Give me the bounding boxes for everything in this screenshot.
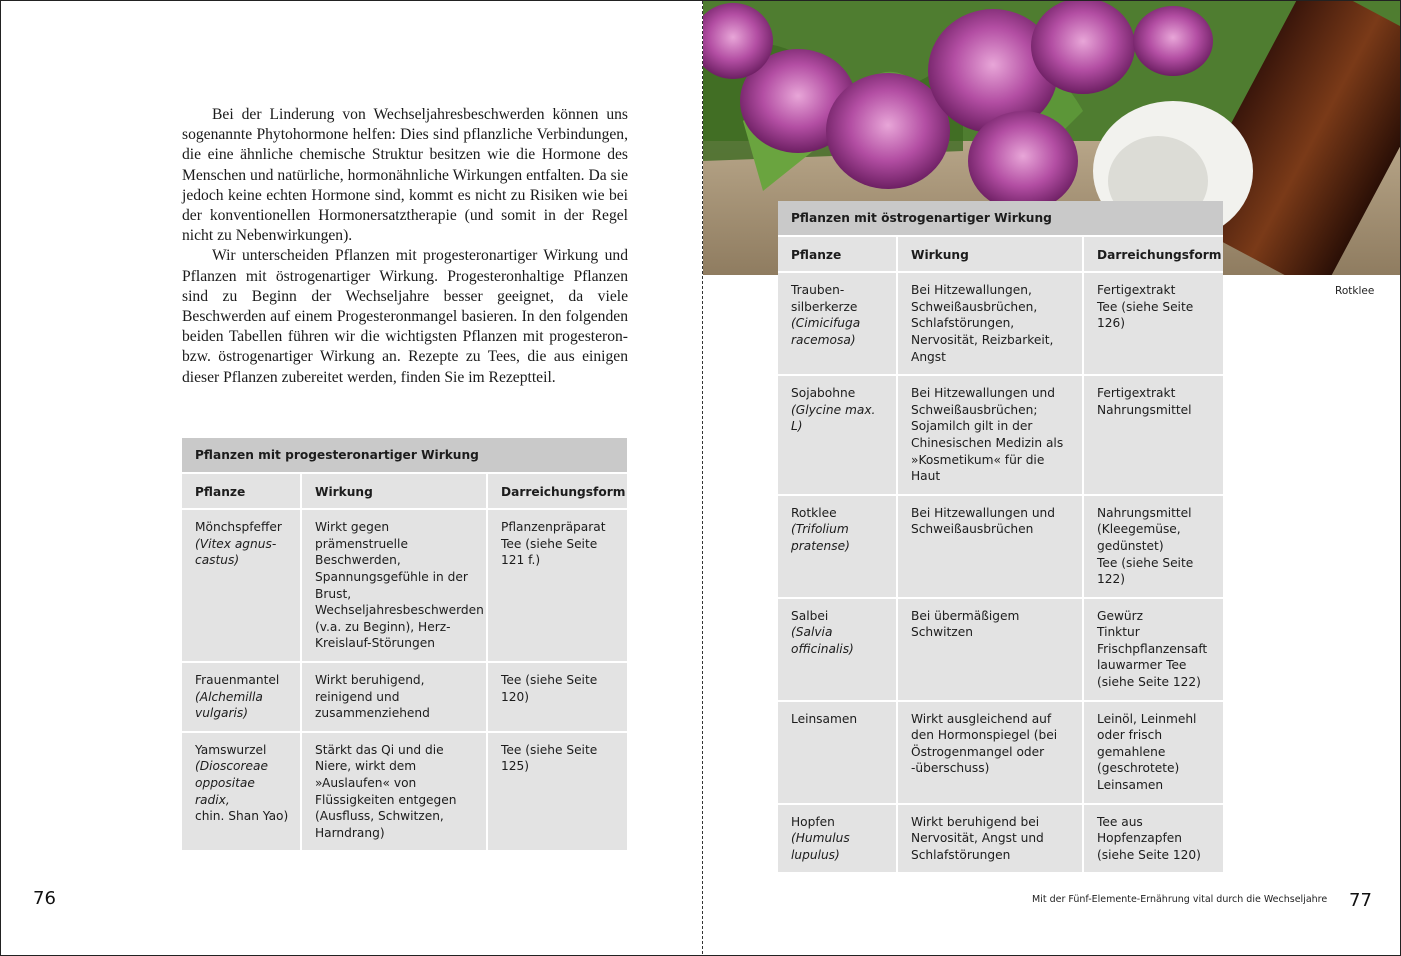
form-cell: Fertigextrakt Tee (siehe Seite 126) [1083, 272, 1223, 375]
plant-cell: Hopfen (Humulus lupulus) [778, 804, 897, 873]
form-cell: Nahrungsmittel (Kleegemüse, gedünstet) Tee (siehe Seite 122) [1083, 495, 1223, 598]
plant-cell: Leinsamen [778, 701, 897, 804]
plant-cell: Trauben-silberkerze (Cimicifuga racemosa) [778, 272, 897, 375]
effect-cell: Wirkt beruhigend bei Nervosität, Angst und Schlafstörungen [897, 804, 1083, 873]
table-row [778, 598, 1223, 701]
effect-cell: Wirkt beruhigend, reinigend und zusammenziehend [301, 662, 487, 732]
table-title: Pflanzen mit progesteronartiger Wirkung [182, 438, 627, 473]
form-cell: Fertigextrakt Nahrungsmittel [1083, 375, 1223, 495]
photo-caption: Rotklee [1335, 285, 1375, 297]
plant-cell: Frauenmantel (Alchemilla vulgaris) [182, 662, 301, 732]
effect-cell: Bei übermäßigem Schwitzen [897, 598, 1083, 701]
column-header: Pflanze [778, 236, 897, 273]
table-row [778, 495, 1223, 598]
plant-cell: Rotklee (Trifolium pratense) [778, 495, 897, 598]
effect-cell: Bei Hitzewallungen und Schweißausbrüchen; Sojamilch gilt in der Chinesischen Medizin als »Kosmetikum« für die Haut [897, 375, 1083, 495]
effect-cell: Stärkt das Qi und die Niere, wirkt dem »Auslaufen« von Flüssigkeiten entgegen (Ausfluss, Schwitzen, Harndrang) [301, 732, 487, 851]
paragraph: Wir unterscheiden Pflanzen mit progesteronartiger Wirkung und Pflanzen mit östrogenartiger Wirkung. Progesteronhaltige Pflanzen sind zu Beginn der Wechseljahre besser geeignet, da viele Beschwerden auf einem Progesteronmangel basieren. In den folgenden beiden Tabellen führen wir die wichtigsten Pflanzen mit progesteron- bzw. östrogenartiger Wirkung an. Rezepte zu Tees, die aus einigen dieser Pflanzen zubereitet werden, finden Sie im Rezeptteil. [182, 247, 628, 386]
table-row [182, 732, 627, 851]
table-row [778, 701, 1223, 804]
page-number: 77 [1349, 890, 1372, 911]
column-header: Darreichungsform [1083, 236, 1223, 273]
column-header: Wirkung [897, 236, 1083, 273]
left-page [1, 1, 701, 954]
intro-text [182, 105, 628, 388]
table-row [182, 662, 627, 732]
page-number: 76 [33, 888, 56, 909]
column-header: Pflanze [182, 473, 301, 510]
form-cell: Tee aus Hopfenzapfen (siehe Seite 120) [1083, 804, 1223, 873]
effect-cell: Bei Hitzewallungen, Schweißausbrüchen, Schlafstörungen, Nervosität, Reizbarkeit, Angst [897, 272, 1083, 375]
plant-cell: Mönchspfeffer (Vitex agnus-castus) [182, 509, 301, 662]
estrogen-plants-table [778, 201, 1223, 872]
effect-cell: Wirkt ausgleichend auf den Hormonspiegel (bei Östrogenmangel oder -überschuss) [897, 701, 1083, 804]
effect-cell: Bei Hitzewallungen und Schweißausbrüchen [897, 495, 1083, 598]
table-title: Pflanzen mit östrogenartiger Wirkung [778, 201, 1223, 236]
table-row [182, 509, 627, 662]
column-header: Wirkung [301, 473, 487, 510]
table-row [778, 375, 1223, 495]
right-page [703, 1, 1400, 954]
paragraph: Bei der Linderung von Wechseljahresbeschwerden können uns sogenannte Phytohormone helfen: Dies sind pflanzliche Verbindungen, die eine ähnliche chemische Struktur besitzen wie die Hormone des Menschen und natürliche, hormonähnliche Wirkungen entfalten. Da sie jedoch keine echten Hormone sind, kommt es nicht zu Risiken wie bei der konventionellen Hormonersatztherapie (und somit in der Regel nicht zu Nebenwirkungen). [182, 106, 628, 245]
form-cell: Gewürz Tinktur Frischpflanzensaft lauwarmer Tee (siehe Seite 122) [1083, 598, 1223, 701]
plant-cell: Salbei (Salvia officinalis) [778, 598, 897, 701]
form-cell: Tee (siehe Seite 120) [487, 662, 627, 732]
effect-cell: Wirkt gegen prämenstruelle Beschwerden, Spannungsgefühle in der Brust, Wechseljahresbeschwerden (v.a. zu Beginn), Herz-Kreislauf-Störungen [301, 509, 487, 662]
progesterone-plants-table [182, 438, 627, 850]
table-row [778, 272, 1223, 375]
column-header: Darreichungsform [487, 473, 627, 510]
plant-cell: Sojabohne (Glycine max. L) [778, 375, 897, 495]
form-cell: Pflanzenpräparat Tee (siehe Seite 121 f.) [487, 509, 627, 662]
form-cell: Leinöl, Leinmehl oder frisch gemahlene (geschrotete) Leinsamen [1083, 701, 1223, 804]
plant-cell: Yamswurzel (Dioscoreae oppositae radix, chin. Shan Yao) [182, 732, 301, 851]
form-cell: Tee (siehe Seite 125) [487, 732, 627, 851]
running-head: Mit der Fünf-Elemente-Ernährung vital durch die Wechseljahre [1032, 894, 1328, 905]
table-row [778, 804, 1223, 873]
